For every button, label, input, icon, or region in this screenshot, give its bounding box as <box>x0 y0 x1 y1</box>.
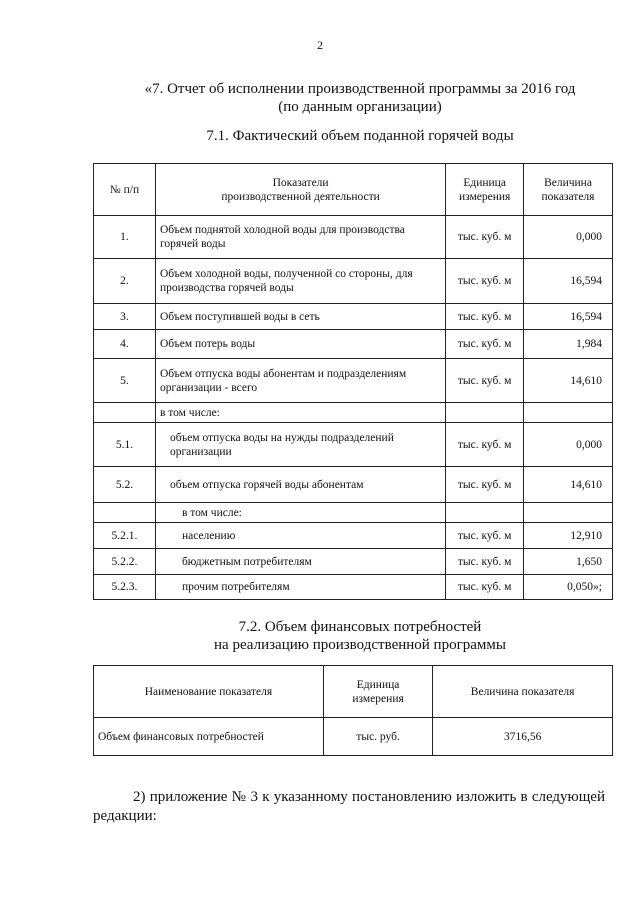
section2-title <box>0 618 640 654</box>
row-num: 1. <box>94 216 156 259</box>
row-name: Объем поступившей воды в сеть <box>155 304 445 330</box>
row-unit: тыс. куб. м <box>446 259 524 304</box>
header-num: № п/п <box>94 164 156 216</box>
table-row <box>94 523 613 549</box>
row-value: 3716,56 <box>433 718 613 756</box>
row-unit: тыс. куб. м <box>446 467 524 503</box>
row-value: 0,000 <box>524 216 613 259</box>
row-unit: тыс. куб. м <box>446 549 524 575</box>
section2-title-line1: 7.2. Объем финансовых потребностей <box>238 619 482 635</box>
row-num: 5.2.1. <box>94 523 156 549</box>
row-name: Объем холодной воды, полученной со стороны, для производства горячей воды <box>155 259 445 304</box>
row-num <box>94 403 156 423</box>
report-heading-line1: «7. Отчет об исполнении производственной программы за 2016 год <box>144 81 576 97</box>
row-name: Объем поднятой холодной воды для производства горячей воды <box>155 216 445 259</box>
hot-water-volume-table <box>93 163 613 600</box>
row-num: 5. <box>94 359 156 403</box>
row-value: 14,610 <box>524 467 613 503</box>
table-row <box>94 403 613 423</box>
row-value: 16,594 <box>524 259 613 304</box>
header-name <box>155 164 445 216</box>
row-num: 3. <box>94 304 156 330</box>
amendment-paragraph: 2) приложение № 3 к указанному постановлению изложить в следующей редакции: <box>93 789 605 824</box>
row-name: объем отпуска горячей воды абонентам <box>155 467 445 503</box>
row-name: Объем потерь воды <box>155 330 445 359</box>
row-name: прочим потребителям <box>155 575 445 600</box>
row-value: 16,594 <box>524 304 613 330</box>
section1-title: 7.1. Фактический объем поданной горячей воды <box>206 128 514 144</box>
row-unit: тыс. куб. м <box>446 216 524 259</box>
row-value: 12,910 <box>524 523 613 549</box>
page-number: 2 <box>317 38 323 52</box>
table-row <box>94 467 613 503</box>
header-value-line2: показателя <box>541 190 595 203</box>
table-row <box>94 359 613 403</box>
row-name: бюджетным потребителям <box>155 549 445 575</box>
table-row <box>94 575 613 600</box>
row-value: 0,000 <box>524 423 613 467</box>
row-name: объем отпуска воды на нужды подразделений организации <box>155 423 445 467</box>
row-unit: тыс. куб. м <box>446 304 524 330</box>
header-unit-line1: Единица <box>463 176 506 189</box>
header-name-line1: Показатели <box>272 176 329 189</box>
row-unit: тыс. куб. м <box>446 330 524 359</box>
header-value <box>524 164 613 216</box>
table-row <box>94 304 613 330</box>
row-num: 2. <box>94 259 156 304</box>
table-row <box>94 259 613 304</box>
table-row <box>94 549 613 575</box>
table-header-row <box>94 666 613 718</box>
row-value: 1,650 <box>524 549 613 575</box>
row-value: 0,050»; <box>524 575 613 600</box>
row-unit: тыс. руб. <box>323 718 432 756</box>
row-num: 5.2.2. <box>94 549 156 575</box>
row-unit: тыс. куб. м <box>446 575 524 600</box>
row-num: 5.1. <box>94 423 156 467</box>
row-value <box>524 503 613 523</box>
header-unit <box>323 666 432 718</box>
table-row <box>94 718 613 756</box>
table-header-row <box>94 164 613 216</box>
row-name: Объем финансовых потребностей <box>94 718 324 756</box>
row-name: Объем отпуска воды абонентам и подразделениям организации - всего <box>155 359 445 403</box>
row-value: 14,610 <box>524 359 613 403</box>
table-row <box>94 423 613 467</box>
row-value: 1,984 <box>524 330 613 359</box>
table-row <box>94 330 613 359</box>
report-heading <box>0 80 640 116</box>
row-name: в том числе: <box>155 503 445 523</box>
row-unit: тыс. куб. м <box>446 359 524 403</box>
row-unit: тыс. куб. м <box>446 423 524 467</box>
report-heading-line2: (по данным организации) <box>278 99 442 115</box>
row-num <box>94 503 156 523</box>
row-unit <box>446 403 524 423</box>
row-unit: тыс. куб. м <box>446 523 524 549</box>
row-value <box>524 403 613 423</box>
header-unit <box>446 164 524 216</box>
table-row <box>94 216 613 259</box>
table-row <box>94 503 613 523</box>
row-unit <box>446 503 524 523</box>
row-num: 4. <box>94 330 156 359</box>
row-name: в том числе: <box>155 403 445 423</box>
row-num: 5.2. <box>94 467 156 503</box>
header-unit-line2: измерения <box>458 190 511 203</box>
header-name-line2: производственной деятельности <box>221 190 380 203</box>
row-name: населению <box>155 523 445 549</box>
section2-title-line2: на реализацию производственной программы <box>214 637 506 653</box>
row-num: 5.2.3. <box>94 575 156 600</box>
financial-needs-table <box>93 665 613 756</box>
header-unit-line1: Единица <box>356 678 400 691</box>
header-unit-line2: измерения <box>352 692 404 705</box>
header-value: Величина показателя <box>433 666 613 718</box>
header-value-line1: Величина <box>544 176 592 189</box>
header-name: Наименование показателя <box>94 666 324 718</box>
